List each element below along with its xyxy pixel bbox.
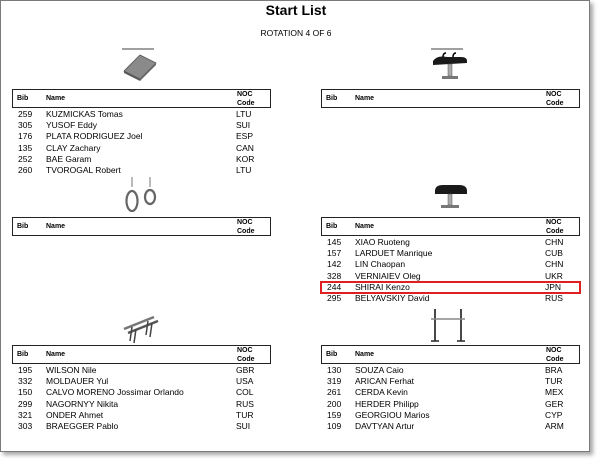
bib-cell: 130 bbox=[327, 365, 342, 375]
bib-cell: 176 bbox=[18, 131, 33, 142]
bib-cell: 109 bbox=[327, 420, 342, 431]
parallel-bars-icon bbox=[112, 307, 172, 347]
athlete-row bbox=[321, 410, 580, 421]
athlete-row bbox=[12, 376, 271, 387]
athlete-row-highlighted bbox=[321, 282, 580, 293]
name-cell: LIN Chaopan bbox=[355, 259, 406, 270]
header-noc-line1: NOC bbox=[237, 219, 253, 226]
column-header bbox=[12, 345, 271, 364]
athlete-row bbox=[321, 365, 580, 376]
noc-cell: KOR bbox=[236, 153, 255, 164]
bib-cell: 252 bbox=[18, 153, 33, 164]
noc-cell: MEX bbox=[545, 387, 564, 398]
name-cell: BRAEGGER Pablo bbox=[46, 420, 119, 431]
header-bib: Bib bbox=[17, 223, 29, 230]
column-header bbox=[321, 89, 580, 108]
athlete-row bbox=[12, 387, 271, 398]
header-name: Name bbox=[46, 351, 66, 358]
header-noc-line2: Code bbox=[237, 356, 255, 363]
floor-exercise-icon bbox=[112, 43, 172, 83]
header-noc-line2: Code bbox=[546, 228, 564, 235]
athlete-row bbox=[12, 131, 271, 142]
header-noc-line1: NOC bbox=[546, 219, 562, 226]
header-name: Name bbox=[46, 223, 66, 230]
bib-cell: 135 bbox=[18, 142, 33, 153]
bib-cell: 319 bbox=[327, 376, 342, 387]
name-cell: LARDUET Manrique bbox=[355, 248, 433, 259]
name-cell: DAVTYAN Artur bbox=[355, 420, 415, 431]
noc-cell: JPN bbox=[545, 281, 562, 292]
name-cell: VERNIAIEV Oleg bbox=[355, 270, 421, 281]
header-name: Name bbox=[355, 351, 375, 358]
bib-cell: 159 bbox=[327, 409, 342, 420]
name-cell: NAGORNYY Nikita bbox=[46, 398, 119, 409]
noc-cell: LTU bbox=[236, 164, 252, 175]
name-cell: CALVO MORENO Jossimar Orlando bbox=[46, 387, 184, 398]
name-cell: YUSOF Eddy bbox=[46, 120, 98, 131]
name-cell: PLATA RODRIGUEZ Joel bbox=[46, 131, 143, 142]
column-header bbox=[12, 89, 271, 108]
header-noc bbox=[546, 90, 580, 108]
name-cell: SOUZA Caio bbox=[355, 365, 404, 375]
bib-cell: 295 bbox=[327, 292, 342, 303]
header-bib: Bib bbox=[326, 223, 338, 230]
rings-icon bbox=[112, 175, 172, 215]
column-header bbox=[321, 345, 580, 364]
athlete-row bbox=[321, 237, 580, 248]
bib-cell: 157 bbox=[327, 248, 342, 259]
header-name: Name bbox=[46, 95, 66, 102]
athlete-list bbox=[321, 365, 580, 432]
bib-cell: 261 bbox=[327, 387, 342, 398]
bib-cell: 260 bbox=[18, 164, 33, 175]
noc-cell: CHN bbox=[545, 237, 564, 247]
noc-cell: UKR bbox=[545, 270, 563, 281]
noc-cell: CHN bbox=[545, 259, 564, 270]
name-cell: TVOROGAL Robert bbox=[46, 164, 121, 175]
header-noc bbox=[237, 90, 271, 108]
athlete-list bbox=[12, 365, 271, 432]
bib-cell: 145 bbox=[327, 237, 342, 247]
athlete-row bbox=[12, 365, 271, 376]
page-title: Start List bbox=[265, 2, 327, 18]
name-cell: MOLDAUER Yul bbox=[46, 376, 109, 387]
header-noc bbox=[546, 218, 580, 236]
name-cell: BELYAVSKIY David bbox=[355, 292, 430, 303]
header-bib: Bib bbox=[17, 351, 29, 358]
athlete-row bbox=[321, 399, 580, 410]
name-cell: HERDER Philipp bbox=[355, 398, 419, 409]
athlete-row bbox=[321, 248, 580, 259]
bib-cell: 303 bbox=[18, 420, 33, 431]
athlete-row bbox=[12, 154, 271, 165]
bib-cell: 200 bbox=[327, 398, 342, 409]
noc-cell: COL bbox=[236, 387, 254, 398]
name-cell: CERDA Kevin bbox=[355, 387, 408, 398]
header-noc bbox=[546, 346, 580, 364]
header-noc-line2: Code bbox=[546, 100, 564, 107]
noc-cell: ESP bbox=[236, 131, 254, 142]
header-noc-line2: Code bbox=[546, 356, 564, 363]
bib-cell: 244 bbox=[327, 281, 342, 292]
noc-cell: BRA bbox=[545, 365, 563, 375]
name-cell: GEORGIOU Marios bbox=[355, 409, 430, 420]
pommel-horse-icon bbox=[421, 43, 481, 83]
name-cell: WILSON Nile bbox=[46, 365, 97, 375]
name-cell: ONDER Ahmet bbox=[46, 409, 104, 420]
header-noc-line1: NOC bbox=[546, 91, 562, 98]
noc-cell: SUI bbox=[236, 420, 251, 431]
name-cell: ARICAN Ferhat bbox=[355, 376, 415, 387]
name-cell: XIAO Ruoteng bbox=[355, 237, 410, 247]
column-header bbox=[12, 217, 271, 236]
header-noc-line1: NOC bbox=[237, 347, 253, 354]
header-bib: Bib bbox=[17, 95, 29, 102]
athlete-list bbox=[321, 237, 580, 304]
noc-cell: SUI bbox=[236, 120, 251, 131]
bib-cell: 328 bbox=[327, 270, 342, 281]
noc-cell: ARM bbox=[545, 420, 564, 431]
noc-cell: CAN bbox=[236, 142, 254, 153]
athlete-row bbox=[12, 410, 271, 421]
athlete-row bbox=[321, 271, 580, 282]
header-bib: Bib bbox=[326, 351, 338, 358]
header-bib: Bib bbox=[326, 95, 338, 102]
name-cell: BAE Garam bbox=[46, 153, 92, 164]
athlete-row bbox=[12, 143, 271, 154]
noc-cell: GER bbox=[545, 398, 564, 409]
header-noc-line2: Code bbox=[237, 228, 255, 235]
noc-cell: GBR bbox=[236, 365, 255, 375]
noc-cell: CYP bbox=[545, 409, 563, 420]
athlete-row bbox=[12, 120, 271, 131]
bib-cell: 195 bbox=[18, 365, 33, 375]
horizontal-bar-icon bbox=[421, 307, 481, 347]
bib-cell: 150 bbox=[18, 387, 33, 398]
vault-icon bbox=[421, 175, 481, 215]
bib-cell: 305 bbox=[18, 120, 33, 131]
header-name: Name bbox=[355, 95, 375, 102]
name-cell: KUZMICKAS Tomas bbox=[46, 109, 123, 119]
noc-cell: TUR bbox=[545, 376, 563, 387]
noc-cell: USA bbox=[236, 376, 254, 387]
column-header bbox=[321, 217, 580, 236]
header-name: Name bbox=[355, 223, 375, 230]
bib-cell: 299 bbox=[18, 398, 33, 409]
header-noc-line2: Code bbox=[237, 100, 255, 107]
header-noc-line1: NOC bbox=[546, 347, 562, 354]
athlete-row bbox=[321, 376, 580, 387]
rotation-subtitle: ROTATION 4 OF 6 bbox=[260, 28, 332, 38]
athlete-list bbox=[12, 109, 271, 176]
bib-cell: 321 bbox=[18, 409, 33, 420]
athlete-row bbox=[12, 421, 271, 432]
noc-cell: TUR bbox=[236, 409, 254, 420]
header-noc-line1: NOC bbox=[237, 91, 253, 98]
noc-cell: RUS bbox=[545, 292, 563, 303]
noc-cell: LTU bbox=[236, 109, 252, 119]
athlete-row bbox=[321, 293, 580, 304]
athlete-row bbox=[321, 387, 580, 398]
athlete-row bbox=[321, 259, 580, 270]
header-noc bbox=[237, 346, 271, 364]
noc-cell: RUS bbox=[236, 398, 254, 409]
athlete-row bbox=[12, 109, 271, 120]
athlete-row bbox=[321, 421, 580, 432]
noc-cell: CUB bbox=[545, 248, 563, 259]
name-cell: SHIRAI Kenzo bbox=[355, 281, 410, 292]
header-noc bbox=[237, 218, 271, 236]
bib-cell: 259 bbox=[18, 109, 33, 119]
bib-cell: 332 bbox=[18, 376, 33, 387]
name-cell: CLAY Zachary bbox=[46, 142, 101, 153]
bib-cell: 142 bbox=[327, 259, 342, 270]
athlete-row bbox=[12, 399, 271, 410]
